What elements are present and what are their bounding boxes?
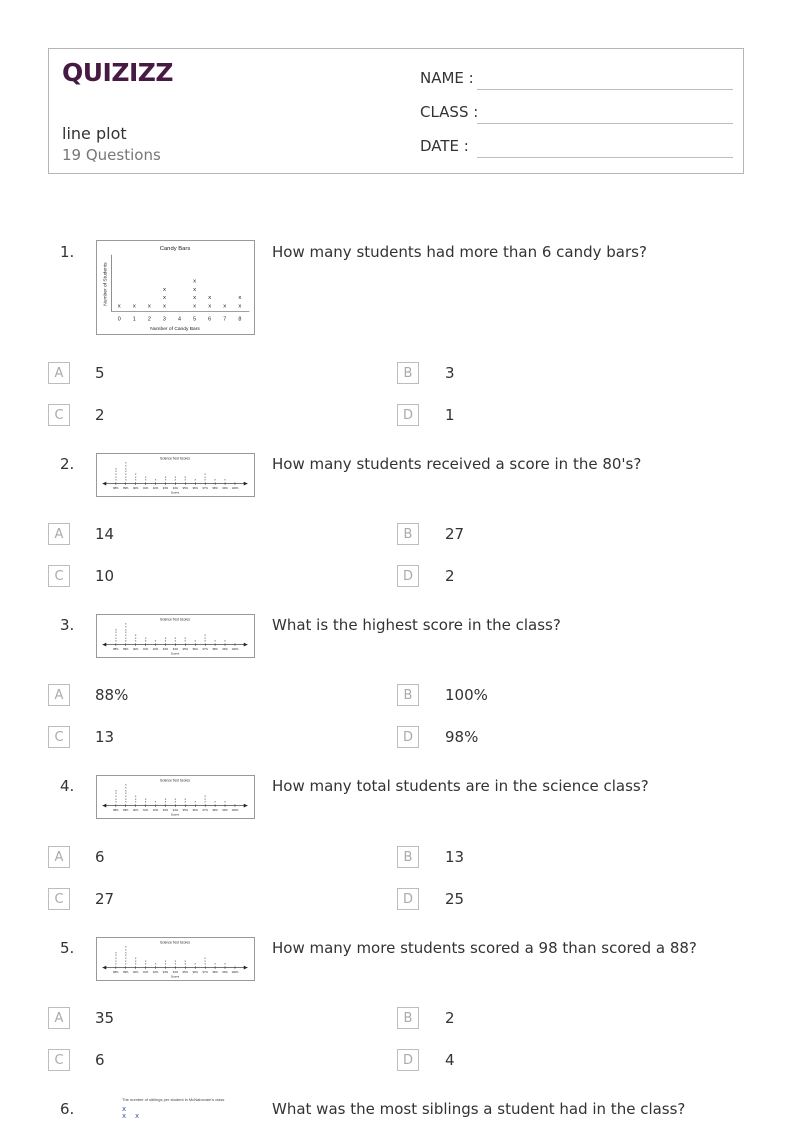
tick-label: 92%: [152, 647, 159, 651]
question-text: How many total students are in the science class?: [272, 777, 649, 795]
x-mark: x: [115, 474, 117, 479]
x-mark: x: [125, 944, 127, 949]
option-text: 88%: [95, 686, 129, 704]
x-mark: x: [193, 286, 197, 293]
x-mark: x: [144, 477, 147, 482]
quizizz-logo: QUIZIZZ: [62, 58, 174, 87]
right-arrow-icon: [244, 482, 248, 486]
tick-label: 99%: [222, 970, 228, 974]
tick-label: 88%: [113, 970, 119, 974]
x-mark: x: [204, 635, 206, 640]
tick-label: 95%: [182, 970, 188, 974]
option-text: 2: [95, 406, 105, 424]
tick-label: 90%: [133, 647, 139, 651]
x-mark: x: [125, 624, 127, 629]
science-scores-line-plot: [97, 938, 254, 980]
x-mark: x: [208, 303, 212, 310]
figure-xlabel: Scores: [170, 491, 180, 495]
x-mark: x: [125, 785, 127, 790]
tick-label: 92%: [152, 970, 159, 974]
question-text: What was the most siblings a student had in the class?: [272, 1100, 686, 1118]
option-text: 6: [95, 1051, 105, 1069]
figure-title: Science Test Scores: [159, 456, 191, 461]
tick-label: 88%: [113, 647, 119, 651]
tick-label: 93%: [162, 970, 169, 974]
right-arrow-icon: [244, 966, 248, 970]
x-mark: x: [204, 472, 206, 476]
x-mark: x: [164, 799, 167, 804]
figure-title: Candy Bars: [159, 245, 191, 252]
tick-label: 97%: [202, 808, 208, 812]
x-mark: x: [184, 635, 187, 640]
tick-label: 97%: [202, 970, 208, 974]
tick-label: 6: [208, 316, 212, 323]
x-mark: x: [134, 956, 137, 960]
tick-label: 98%: [212, 486, 218, 490]
figure-xlabel: Number of Candy Bars: [150, 327, 200, 333]
tick-label: 96%: [192, 486, 198, 490]
option-badge[interactable]: C: [48, 1049, 70, 1071]
tick-label: 90%: [133, 486, 139, 490]
x-mark: x: [174, 638, 177, 643]
x-mark: x: [134, 635, 137, 640]
x-mark: x: [204, 794, 206, 798]
x-mark: x: [164, 961, 167, 966]
tick-label: 93%: [162, 647, 169, 651]
x-mark: x: [115, 950, 117, 955]
x-mark: x: [125, 469, 127, 474]
x-mark: x: [193, 278, 197, 285]
x-mark: x: [214, 638, 216, 643]
tick-label: 95%: [182, 647, 188, 651]
tick-label: 98%: [212, 647, 218, 651]
x-mark: x: [125, 635, 127, 640]
figure-xlabel: Scores: [170, 813, 180, 817]
question-count: 19 Questions: [62, 146, 161, 164]
tick-label: 92%: [152, 486, 159, 490]
option-badge[interactable]: C: [48, 726, 70, 748]
x-mark: x: [223, 303, 227, 310]
date-label: DATE :: [420, 137, 469, 155]
option-badge[interactable]: C: [48, 404, 70, 426]
tick-label: 91%: [142, 970, 149, 974]
option-badge[interactable]: B: [397, 1007, 419, 1029]
option-badge[interactable]: B: [397, 362, 419, 384]
siblings-line-plot: [108, 1096, 238, 1123]
tick-label: 88%: [113, 808, 119, 812]
x-mark: x: [134, 958, 137, 963]
tick-label: 100%: [231, 647, 239, 651]
x-mark: x: [204, 474, 206, 479]
option-badge[interactable]: D: [397, 726, 419, 748]
x-mark: x: [174, 961, 177, 966]
x-mark: x: [125, 782, 127, 787]
x-mark: x: [174, 796, 177, 801]
x-mark: x: [204, 961, 206, 966]
worksheet-header: [48, 48, 744, 174]
name-label: NAME :: [420, 69, 474, 87]
question-text: How many students received a score in the 80's?: [272, 455, 642, 473]
option-badge[interactable]: B: [397, 523, 419, 545]
x-mark: x: [134, 472, 137, 476]
option-text: 27: [95, 890, 115, 908]
x-mark: x: [134, 796, 137, 801]
x-mark: x: [174, 474, 177, 479]
question-figure: [96, 240, 255, 335]
tick-label: 99%: [222, 808, 228, 812]
x-mark: x: [174, 958, 177, 963]
option-text: 13: [95, 728, 115, 746]
x-mark: x: [134, 794, 137, 798]
figure-xlabel: Scores: [170, 652, 180, 656]
candy-bars-line-plot: [97, 241, 254, 334]
tick-label: 3: [162, 316, 166, 323]
option-text: 35: [95, 1009, 115, 1027]
x-mark: x: [115, 638, 117, 643]
tick-label: 0: [117, 316, 121, 323]
option-badge[interactable]: A: [48, 684, 70, 706]
x-mark: x: [134, 477, 137, 482]
tick-label: 1: [132, 316, 136, 323]
option-text: 5: [95, 364, 105, 382]
x-mark: x: [194, 477, 197, 482]
figure-title: Science Test Scores: [159, 617, 191, 622]
tick-label: 100%: [231, 970, 239, 974]
x-mark: x: [132, 303, 136, 310]
option-badge[interactable]: A: [48, 846, 70, 868]
option-badge[interactable]: D: [397, 888, 419, 910]
tick-label: 95%: [182, 486, 188, 490]
option-text: 2: [445, 1009, 455, 1027]
x-mark: x: [238, 303, 242, 310]
left-arrow-icon: [102, 482, 106, 486]
x-mark: x: [204, 956, 206, 960]
x-mark: x: [193, 295, 197, 302]
option-badge[interactable]: A: [48, 523, 70, 545]
option-text: 3: [445, 364, 455, 382]
x-mark: x: [144, 796, 147, 801]
x-mark: x: [122, 1105, 127, 1113]
tick-label: 93%: [162, 808, 169, 812]
x-mark: x: [164, 635, 167, 640]
x-mark: x: [125, 474, 127, 479]
option-text: 98%: [445, 728, 479, 746]
x-mark: x: [115, 472, 117, 476]
x-mark: x: [164, 474, 167, 479]
tick-label: 94%: [172, 808, 179, 812]
tick-label: 92%: [152, 808, 159, 812]
question-text: How many more students scored a 98 than scored a 88?: [272, 939, 697, 957]
question-text: How many students had more than 6 candy bars?: [272, 243, 647, 261]
x-mark: x: [125, 460, 127, 465]
x-mark: x: [125, 799, 127, 804]
tick-label: 89%: [123, 486, 129, 490]
x-mark: x: [125, 950, 127, 955]
question-number: 3.: [60, 616, 75, 634]
x-mark: x: [115, 627, 117, 632]
x-mark: x: [194, 638, 197, 643]
question-number: 5.: [60, 939, 75, 957]
x-mark: x: [125, 958, 127, 963]
option-text: 10: [95, 567, 115, 585]
x-mark: x: [125, 627, 127, 632]
x-mark: x: [164, 796, 167, 801]
science-scores-line-plot: [97, 615, 254, 657]
option-badge[interactable]: C: [48, 565, 70, 587]
x-mark: x: [224, 638, 226, 643]
x-mark: x: [208, 295, 212, 302]
x-mark: x: [204, 638, 206, 643]
x-mark: x: [134, 799, 137, 804]
figure-title: Science Test Scores: [159, 940, 191, 945]
option-text: 25: [445, 890, 465, 908]
x-mark: x: [135, 1112, 140, 1120]
x-mark: x: [125, 463, 127, 468]
question-figure: [96, 453, 255, 497]
x-mark: x: [224, 961, 226, 966]
x-mark: x: [224, 477, 226, 482]
x-mark: x: [125, 621, 127, 626]
x-mark: x: [115, 799, 117, 804]
option-badge[interactable]: A: [48, 362, 70, 384]
science-scores-line-plot: [97, 454, 254, 496]
x-mark: x: [154, 799, 157, 804]
x-mark: x: [224, 799, 226, 804]
option-text: 2: [445, 567, 455, 585]
x-mark: x: [115, 794, 117, 798]
question-figure: [96, 614, 255, 658]
x-mark: x: [184, 958, 187, 963]
tick-label: 99%: [222, 486, 228, 490]
question-figure: [108, 1096, 238, 1123]
x-mark: x: [115, 956, 117, 960]
option-text: 13: [445, 848, 465, 866]
option-text: 27: [445, 525, 465, 543]
x-mark: x: [125, 794, 127, 798]
x-mark: x: [134, 633, 137, 637]
x-mark: x: [125, 466, 127, 471]
x-mark: x: [125, 947, 127, 952]
x-mark: x: [115, 958, 117, 963]
x-mark: x: [174, 477, 177, 482]
science-scores-line-plot: [97, 776, 254, 818]
class-line[interactable]: [477, 123, 733, 124]
tick-label: 94%: [172, 647, 179, 651]
left-arrow-icon: [102, 966, 106, 970]
tick-label: 98%: [212, 970, 218, 974]
question-number: 1.: [60, 243, 75, 261]
x-mark: x: [134, 474, 137, 479]
x-mark: x: [162, 286, 166, 293]
figure-xlabel: Scores: [170, 975, 180, 979]
x-mark: x: [125, 638, 127, 643]
figure-title: The number of siblings per student in McNabovam's class: [122, 1097, 225, 1102]
tick-label: 89%: [123, 808, 129, 812]
x-mark: x: [193, 303, 197, 310]
tick-label: 90%: [133, 808, 139, 812]
x-mark: x: [117, 303, 121, 310]
question-number: 6.: [60, 1100, 75, 1118]
x-mark: x: [125, 630, 127, 635]
tick-label: 90%: [133, 970, 139, 974]
option-badge[interactable]: D: [397, 565, 419, 587]
tick-label: 94%: [172, 970, 179, 974]
tick-label: 95%: [182, 808, 188, 812]
question-number: 4.: [60, 777, 75, 795]
option-text: 14: [95, 525, 115, 543]
x-mark: x: [125, 788, 127, 793]
x-mark: x: [144, 958, 147, 963]
x-mark: x: [115, 477, 117, 482]
question-figure: [96, 937, 255, 981]
x-mark: x: [125, 956, 127, 960]
x-mark: x: [162, 295, 166, 302]
tick-label: 8: [238, 316, 242, 323]
x-mark: x: [125, 796, 127, 801]
tick-label: 94%: [172, 486, 179, 490]
question-text: What is the highest score in the class?: [272, 616, 561, 634]
x-mark: x: [184, 474, 187, 479]
x-mark: x: [154, 477, 157, 482]
x-mark: x: [115, 961, 117, 966]
option-text: 6: [95, 848, 105, 866]
x-mark: x: [144, 635, 147, 640]
x-mark: x: [115, 633, 117, 637]
x-mark: x: [134, 638, 137, 643]
tick-label: 98%: [212, 808, 218, 812]
x-mark: x: [115, 635, 117, 640]
tick-label: 91%: [142, 808, 149, 812]
x-mark: x: [184, 799, 187, 804]
tick-label: 89%: [123, 647, 129, 651]
x-mark: x: [115, 796, 117, 801]
option-badge[interactable]: C: [48, 888, 70, 910]
x-mark: x: [214, 799, 216, 804]
x-mark: x: [122, 1112, 127, 1120]
tick-label: 96%: [192, 970, 198, 974]
name-line[interactable]: [477, 89, 733, 90]
x-mark: x: [115, 630, 117, 635]
x-mark: x: [125, 961, 127, 966]
left-arrow-icon: [102, 643, 106, 647]
x-mark: x: [162, 303, 166, 310]
x-mark: x: [204, 796, 206, 801]
x-mark: x: [115, 466, 117, 471]
tick-label: 96%: [192, 808, 198, 812]
option-badge[interactable]: D: [397, 1049, 419, 1071]
option-badge[interactable]: B: [397, 684, 419, 706]
tick-label: 97%: [202, 486, 208, 490]
tick-label: 2: [147, 316, 151, 323]
x-mark: x: [144, 961, 147, 966]
option-text: 100%: [445, 686, 488, 704]
x-mark: x: [204, 477, 206, 482]
tick-label: 96%: [192, 647, 198, 651]
x-mark: x: [125, 472, 127, 476]
x-mark: x: [214, 477, 216, 482]
tick-label: 100%: [231, 486, 239, 490]
tick-label: 7: [223, 316, 227, 323]
tick-label: 4: [178, 316, 182, 323]
tick-label: 100%: [231, 808, 239, 812]
tick-label: 91%: [142, 486, 149, 490]
x-mark: x: [184, 796, 187, 801]
x-mark: x: [144, 474, 147, 479]
tick-label: 97%: [202, 647, 208, 651]
right-arrow-icon: [244, 804, 248, 808]
x-mark: x: [238, 295, 242, 302]
x-mark: x: [134, 961, 137, 966]
option-badge[interactable]: A: [48, 1007, 70, 1029]
question-figure: [96, 775, 255, 819]
x-mark: x: [144, 638, 147, 643]
x-mark: x: [164, 958, 167, 963]
option-text: 4: [445, 1051, 455, 1069]
figure-title: Science Test Scores: [159, 778, 191, 783]
x-mark: x: [174, 799, 177, 804]
date-line[interactable]: [477, 157, 733, 158]
question-number: 2.: [60, 455, 75, 473]
x-mark: x: [115, 788, 117, 793]
class-label: CLASS :: [420, 103, 479, 121]
worksheet-title: line plot: [62, 124, 127, 143]
x-mark: x: [184, 638, 187, 643]
x-mark: x: [204, 633, 206, 637]
x-mark: x: [144, 799, 147, 804]
x-mark: x: [194, 799, 197, 804]
x-mark: x: [164, 638, 167, 643]
tick-label: 93%: [162, 486, 169, 490]
tick-label: 5: [193, 316, 197, 323]
right-arrow-icon: [244, 643, 248, 647]
x-mark: x: [154, 638, 157, 643]
x-mark: x: [204, 958, 206, 963]
figure-ylabel: Number of Students: [103, 262, 109, 306]
x-mark: x: [115, 953, 117, 958]
option-badge[interactable]: B: [397, 846, 419, 868]
x-mark: x: [164, 477, 167, 482]
x-mark: x: [115, 791, 117, 796]
x-mark: x: [125, 791, 127, 796]
x-mark: x: [174, 635, 177, 640]
x-mark: x: [125, 477, 127, 482]
x-mark: x: [214, 961, 216, 966]
x-mark: x: [115, 469, 117, 474]
x-mark: x: [125, 953, 127, 958]
x-mark: x: [194, 961, 197, 966]
tick-label: 89%: [123, 970, 129, 974]
tick-label: 88%: [113, 486, 119, 490]
x-mark: x: [147, 303, 151, 310]
x-mark: x: [125, 633, 127, 637]
option-badge[interactable]: D: [397, 404, 419, 426]
x-mark: x: [184, 961, 187, 966]
tick-label: 91%: [142, 647, 149, 651]
x-mark: x: [184, 477, 187, 482]
x-mark: x: [204, 799, 206, 804]
option-text: 1: [445, 406, 455, 424]
x-mark: x: [154, 961, 157, 966]
left-arrow-icon: [102, 804, 106, 808]
tick-label: 99%: [222, 647, 228, 651]
